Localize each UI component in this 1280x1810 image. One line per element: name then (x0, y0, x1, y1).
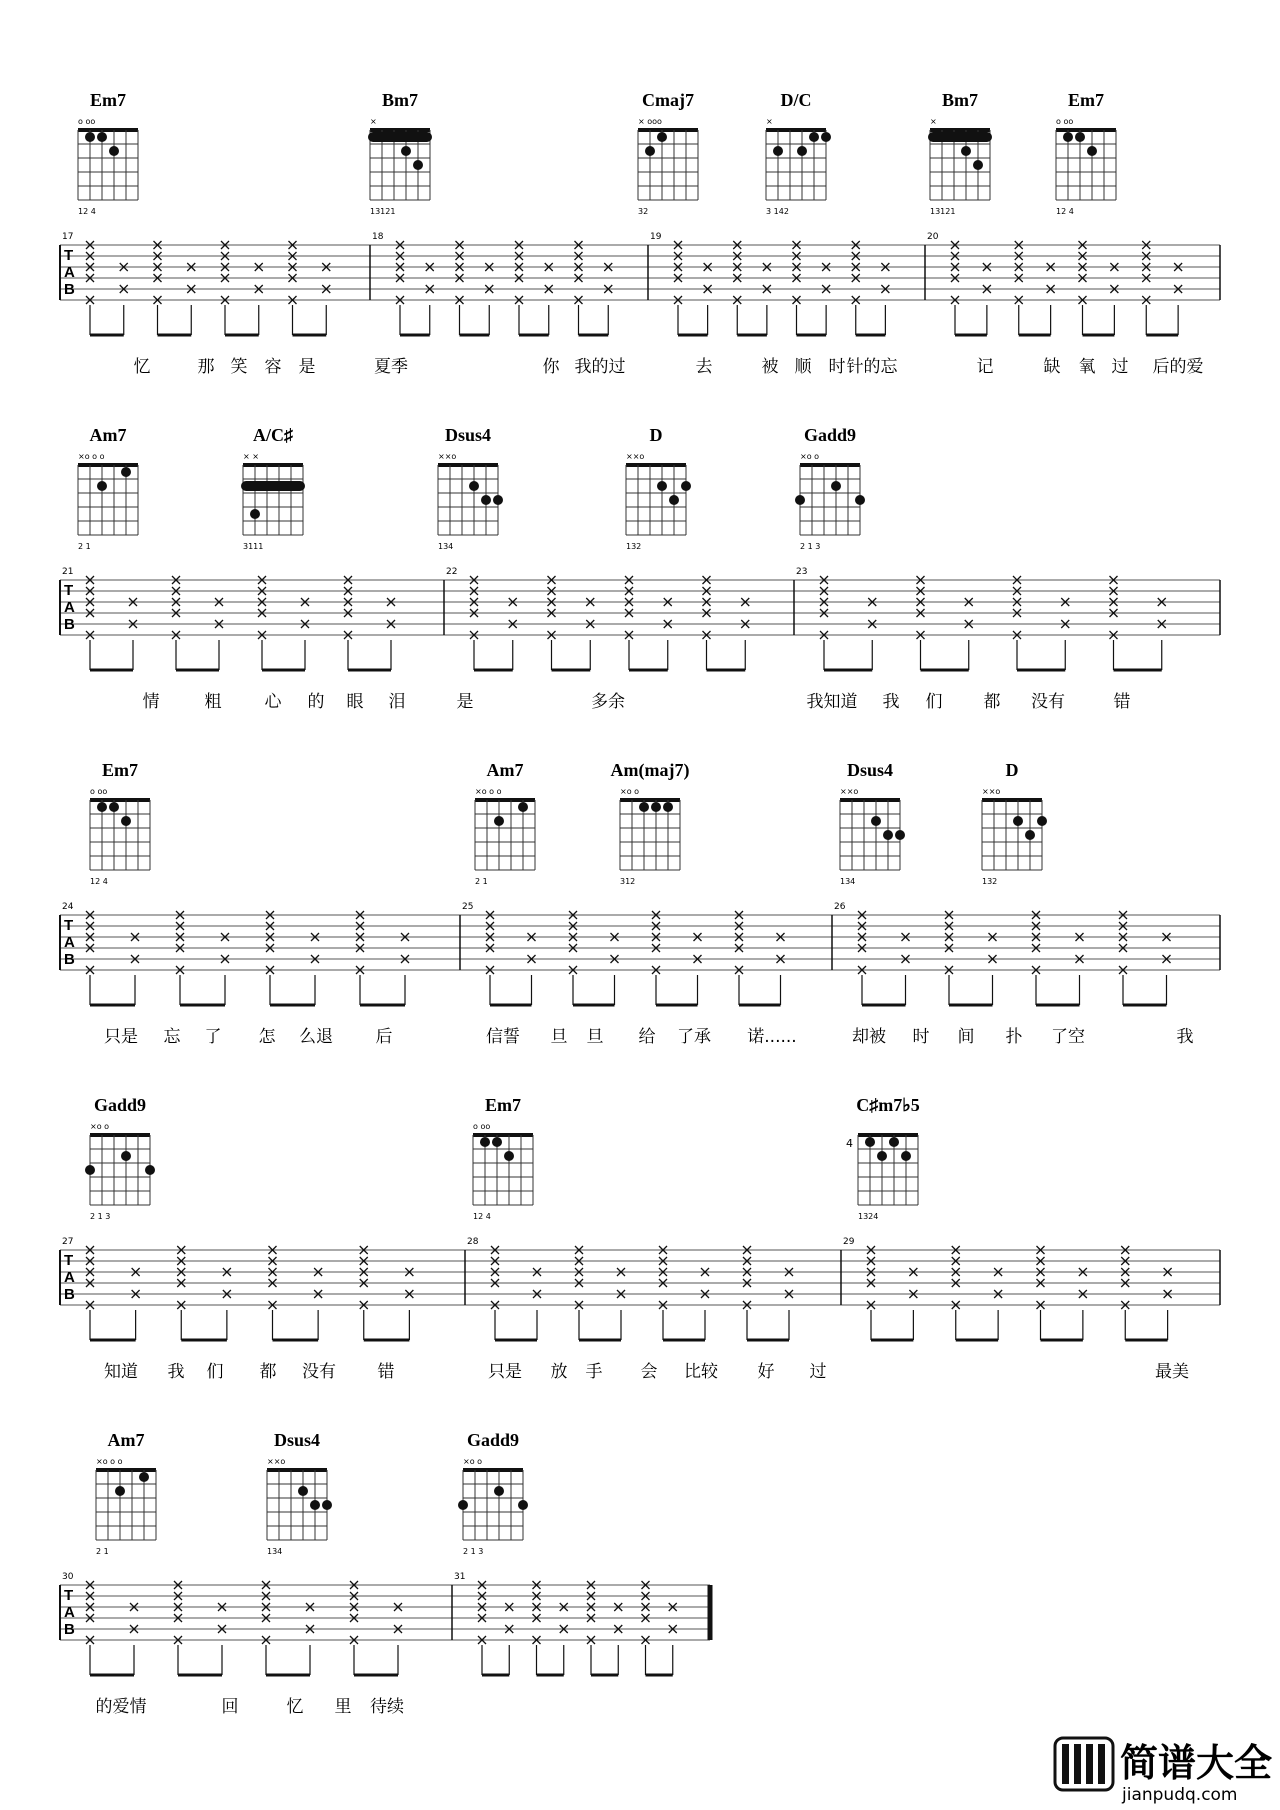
tab-staff (60, 1572, 710, 1675)
strum-marks (86, 1581, 677, 1675)
chord-diagram-Cm75 (846, 1095, 920, 1221)
finger-dot (493, 495, 503, 505)
chord-diagram-Bm7 (928, 90, 992, 216)
lyric-syllable: 情 (142, 692, 160, 712)
measure-number: 31 (454, 1572, 466, 1582)
site-logo (1055, 1738, 1272, 1805)
finger-dot (494, 816, 504, 826)
finger-dot (773, 146, 783, 156)
finger-dot (145, 1165, 155, 1175)
chord-name: Dsus4 (273, 1430, 321, 1450)
lyric-syllable: 过 (1111, 357, 1129, 377)
strum-marks (86, 576, 1166, 670)
finger-dot (109, 802, 119, 812)
finger-dot (85, 132, 95, 142)
lyric-syllable: 旦 (550, 1027, 568, 1047)
lyric-syllable: 会 (640, 1362, 658, 1382)
open-strings: × × (243, 452, 259, 461)
chord-diagram-D (626, 425, 691, 551)
finger-dot (669, 495, 679, 505)
chord-diagram-Am7 (96, 1430, 156, 1556)
measure-number: 24 (62, 902, 74, 912)
finger-numbers: 13121 (370, 207, 396, 216)
tab-clef-letter: B (64, 1621, 75, 1638)
lyric-syllable: 手 (585, 1362, 603, 1382)
lyric-syllable: 错 (1113, 692, 1131, 712)
chord-diagram-Em7 (473, 1095, 533, 1221)
system-2 (60, 425, 1220, 712)
lyric-syllable: 好 (757, 1362, 775, 1382)
lyric-syllable: 针的忘 (846, 357, 898, 377)
chord-name: A/C♯ (253, 425, 293, 445)
finger-dot (651, 802, 661, 812)
piano-key (1062, 1744, 1069, 1784)
lyric-syllable: 们 (925, 692, 943, 712)
lyric-syllable: 了 (204, 1027, 222, 1047)
measure-number: 17 (62, 232, 74, 242)
finger-numbers: 2 1 3 (463, 1547, 484, 1556)
chord-name: Am7 (89, 425, 127, 445)
finger-dot (480, 1137, 490, 1147)
measure-number: 19 (650, 232, 662, 242)
lyric-syllable: 知道 (104, 1362, 138, 1382)
lyric-syllable: 我 (1176, 1027, 1194, 1047)
lyric-syllable: 笑 (230, 357, 248, 377)
lyric-syllable: 间 (957, 1027, 975, 1047)
chord-diagram-Dsus4 (438, 425, 503, 551)
finger-numbers: 2 1 (78, 542, 91, 551)
chord-name: Am7 (107, 1430, 145, 1450)
system-3 (60, 760, 1220, 1047)
lyric-syllable: 我 (167, 1362, 185, 1382)
finger-numbers: 2 1 3 (90, 1212, 111, 1221)
tab-clef-letter: B (64, 1286, 75, 1303)
open-strings: o oo (473, 1122, 491, 1131)
finger-dot (504, 1151, 514, 1161)
chord-name: Em7 (1068, 90, 1104, 110)
chord-diagram-Gadd9 (85, 1095, 155, 1221)
lyrics-line (143, 691, 1131, 712)
open-strings: ××o (626, 452, 645, 461)
chord-name: Am(maj7) (610, 760, 690, 780)
lyric-syllable: 多余 (591, 692, 625, 712)
finger-numbers: 12 4 (90, 877, 108, 886)
lyric-syllable: 忆 (286, 1697, 304, 1717)
chord-diagram-Em7 (78, 90, 138, 216)
finger-dot (895, 830, 905, 840)
tab-staff (60, 902, 1220, 1005)
tab-clef-letter: A (64, 1604, 75, 1621)
measure-number: 22 (446, 567, 458, 577)
chord-name: Em7 (90, 90, 126, 110)
lyric-syllable: 后 (375, 1027, 393, 1047)
finger-dot (139, 1472, 149, 1482)
lyric-syllable: 夏季 (374, 357, 408, 377)
finger-dot (492, 1137, 502, 1147)
finger-dot (681, 481, 691, 491)
chord-diagram-Em7 (1056, 90, 1116, 216)
tab-clef-letter: B (64, 951, 75, 968)
system-5 (60, 1430, 710, 1717)
lyric-syllable: 氧 (1078, 357, 1096, 377)
tab-clef-letter: T (64, 1252, 74, 1269)
finger-numbers: 32 (638, 207, 649, 216)
chord-diagram-Gadd9 (795, 425, 865, 551)
tab-clef-letter: A (64, 1269, 75, 1286)
tab-clef-letter: T (64, 917, 74, 934)
piano-key (1098, 1744, 1105, 1784)
open-strings: o oo (1056, 117, 1074, 126)
finger-dot (1063, 132, 1073, 142)
strum-marks (86, 911, 1171, 1005)
system-4 (60, 1095, 1220, 1382)
open-strings: ×o o (90, 1122, 110, 1131)
barre (241, 481, 305, 491)
finger-numbers: 3 142 (766, 207, 789, 216)
lyric-syllable: 时 (828, 357, 846, 377)
system-1 (60, 90, 1220, 377)
finger-dot (1013, 816, 1023, 826)
lyric-syllable: 后的爱 (1152, 357, 1204, 377)
finger-numbers: 12 4 (78, 207, 96, 216)
lyric-syllable: 时 (912, 1027, 930, 1047)
tab-clef-letter: T (64, 582, 74, 599)
lyric-syllable: 回 (221, 1697, 239, 1717)
tab-clef-letter: B (64, 616, 75, 633)
finger-dot (865, 1137, 875, 1147)
finger-dot (1037, 816, 1047, 826)
finger-dot (469, 481, 479, 491)
chord-name: Bm7 (942, 90, 978, 110)
lyric-syllable: 待续 (370, 1697, 404, 1717)
finger-dot (657, 481, 667, 491)
chord-diagram-AC (241, 425, 305, 551)
chord-name: D/C (780, 90, 812, 110)
finger-dot (121, 467, 131, 477)
open-strings: × (370, 117, 377, 126)
finger-dot (855, 495, 865, 505)
lyric-syllable: 的爱情 (95, 1697, 147, 1717)
lyric-syllable: 你 (542, 357, 560, 377)
finger-numbers: 12 4 (473, 1212, 491, 1221)
measure-number: 25 (462, 902, 474, 912)
lyric-syllable: 的 (307, 692, 325, 712)
tab-clef-letter: T (64, 1587, 74, 1604)
chord-diagram-Em7 (90, 760, 150, 886)
finger-numbers: 134 (438, 542, 454, 551)
lyric-syllable: 忆 (133, 357, 151, 377)
lyric-syllable: 记 (976, 357, 994, 377)
tab-staff (60, 1237, 1220, 1340)
chord-diagram-Am7 (78, 425, 138, 551)
finger-dot (458, 1500, 468, 1510)
finger-dot (481, 495, 491, 505)
lyric-syllable: 我知道 (806, 692, 858, 712)
lyric-syllable: 我的过 (574, 357, 626, 377)
finger-dot (97, 132, 107, 142)
open-strings: ×o o o (475, 787, 502, 796)
finger-dot (663, 802, 673, 812)
finger-numbers: 12 4 (1056, 207, 1074, 216)
chord-diagram-DC (766, 90, 831, 216)
fret-number: 4 (846, 1137, 853, 1150)
open-strings: ×o o (800, 452, 820, 461)
lyric-syllable: 里 (334, 1697, 352, 1717)
lyric-syllable: 都 (983, 692, 1001, 712)
tab-clef-letter: B (64, 281, 75, 298)
lyric-syllable: 容 (264, 357, 282, 377)
open-strings: ×o o (620, 787, 640, 796)
finger-numbers: 132 (982, 877, 998, 886)
chord-name: Am7 (486, 760, 524, 780)
lyric-syllable: 是 (298, 357, 316, 377)
finger-dot (115, 1486, 125, 1496)
piano-key (1086, 1744, 1093, 1784)
lyric-syllable: 最美 (1155, 1362, 1189, 1382)
lyric-syllable: 被 (761, 357, 779, 377)
open-strings: o oo (78, 117, 96, 126)
chord-diagram-D (982, 760, 1047, 886)
lyric-syllable: 只是 (488, 1362, 522, 1382)
lyric-syllable: 都 (259, 1362, 277, 1382)
measure-number: 21 (62, 567, 74, 577)
measure-number: 18 (372, 232, 384, 242)
lyric-syllable: 忘 (163, 1027, 181, 1047)
lyrics-line (134, 357, 1204, 377)
finger-dot (310, 1500, 320, 1510)
measure-number: 28 (467, 1237, 479, 1247)
lyric-syllable: 心 (264, 692, 282, 712)
lyric-syllable: 是 (456, 692, 474, 712)
finger-dot (889, 1137, 899, 1147)
finger-dot (1075, 132, 1085, 142)
chord-name: C♯m7♭5 (856, 1095, 920, 1115)
finger-dot (250, 509, 260, 519)
finger-dot (877, 1151, 887, 1161)
finger-dot (413, 160, 423, 170)
tab-clef-letter: A (64, 599, 75, 616)
finger-dot (961, 146, 971, 156)
chord-name: Bm7 (382, 90, 418, 110)
finger-dot (97, 802, 107, 812)
finger-dot (797, 146, 807, 156)
measure-number: 26 (834, 902, 846, 912)
finger-dot (85, 1165, 95, 1175)
chord-name: Gadd9 (466, 1430, 520, 1450)
finger-dot (1025, 830, 1035, 840)
lyric-syllable: 么退 (299, 1027, 333, 1047)
lyric-syllable: 没有 (302, 1362, 336, 1382)
open-strings: × ooo (638, 117, 662, 126)
finger-dot (109, 146, 119, 156)
lyric-syllable: 们 (206, 1362, 224, 1382)
finger-dot (518, 802, 528, 812)
finger-dot (1087, 146, 1097, 156)
barre (368, 132, 432, 142)
chord-name: Cmaj7 (642, 90, 694, 110)
measure-number: 29 (843, 1237, 855, 1247)
lyric-syllable: 给 (638, 1027, 656, 1047)
lyric-syllable: 顺 (794, 357, 812, 377)
lyric-syllable: 那 (197, 357, 215, 377)
piano-key (1074, 1744, 1081, 1784)
open-strings: ×o o o (78, 452, 105, 461)
lyric-syllable: 眼 (346, 692, 364, 712)
chord-diagram-Am7 (475, 760, 535, 886)
lyric-syllable: 旦 (586, 1027, 604, 1047)
finger-dot (322, 1500, 332, 1510)
open-strings: × (766, 117, 773, 126)
logo-title: 简谱大全 (1120, 1741, 1273, 1785)
finger-dot (97, 481, 107, 491)
open-strings: ×o o (463, 1457, 483, 1466)
open-strings: ××o (982, 787, 1001, 796)
lyric-syllable: 粗 (204, 692, 222, 712)
open-strings: ××o (840, 787, 859, 796)
finger-dot (883, 830, 893, 840)
chord-diagram-Ammaj7 (611, 760, 690, 886)
finger-dot (121, 816, 131, 826)
lyric-syllable: 了空 (1051, 1027, 1085, 1047)
lyric-syllable: 没有 (1031, 692, 1065, 712)
finger-dot (639, 802, 649, 812)
chord-diagram-Gadd9 (458, 1430, 528, 1556)
measure-number: 20 (927, 232, 939, 242)
strum-marks (86, 1246, 1172, 1340)
finger-dot (121, 1151, 131, 1161)
finger-numbers: 312 (620, 877, 636, 886)
finger-dot (795, 495, 805, 505)
finger-dot (901, 1151, 911, 1161)
lyric-syllable: 诺...... (747, 1027, 797, 1047)
chord-name: Gadd9 (93, 1095, 147, 1115)
chord-diagram-Dsus4 (840, 760, 905, 886)
finger-dot (518, 1500, 528, 1510)
tab-staff (60, 232, 1220, 335)
finger-dot (871, 816, 881, 826)
lyric-syllable: 泪 (388, 692, 406, 712)
chord-name: Em7 (102, 760, 138, 780)
logo-url: jianpudq.com (1122, 1785, 1238, 1805)
lyric-syllable: 信誓 (486, 1027, 520, 1047)
chord-name: Gadd9 (803, 425, 857, 445)
lyric-syllable: 怎 (258, 1027, 276, 1047)
lyric-syllable: 错 (377, 1362, 395, 1382)
lyrics-line (96, 1697, 405, 1717)
chord-name: D (1005, 760, 1019, 780)
tab-clef-letter: T (64, 247, 74, 264)
finger-dot (401, 146, 411, 156)
lyric-syllable: 过 (809, 1362, 827, 1382)
finger-dot (298, 1486, 308, 1496)
lyric-syllable: 缺 (1043, 357, 1061, 377)
finger-dot (645, 146, 655, 156)
tab-staff (60, 567, 1220, 670)
strum-marks (86, 241, 1182, 335)
lyric-syllable: 只是 (104, 1027, 138, 1047)
lyrics-line (104, 1027, 1194, 1047)
tab-clef-letter: A (64, 934, 75, 951)
open-strings: o oo (90, 787, 108, 796)
barre (928, 132, 992, 142)
chord-name: D (649, 425, 663, 445)
measure-number: 23 (796, 567, 808, 577)
finger-numbers: 134 (840, 877, 856, 886)
lyric-syllable: 了承 (677, 1027, 711, 1047)
finger-numbers: 1324 (858, 1212, 879, 1221)
finger-dot (821, 132, 831, 142)
lyric-syllable: 比较 (684, 1362, 718, 1382)
lyrics-line (104, 1362, 1189, 1382)
chord-name: Dsus4 (846, 760, 894, 780)
finger-numbers: 134 (267, 1547, 283, 1556)
chord-name: Dsus4 (444, 425, 492, 445)
open-strings: ×o o o (96, 1457, 123, 1466)
measure-number: 27 (62, 1237, 74, 1247)
finger-dot (494, 1486, 504, 1496)
chord-name: Em7 (485, 1095, 521, 1115)
finger-dot (831, 481, 841, 491)
finger-numbers: 13121 (930, 207, 956, 216)
finger-dot (973, 160, 983, 170)
finger-dot (809, 132, 819, 142)
finger-numbers: 2 1 3 (800, 542, 821, 551)
finger-dot (657, 132, 667, 142)
finger-numbers: 2 1 (96, 1547, 109, 1556)
lyric-syllable: 去 (695, 357, 713, 377)
lyric-syllable: 扑 (1005, 1027, 1023, 1047)
chord-diagram-Bm7 (368, 90, 432, 216)
tab-clef-letter: A (64, 264, 75, 281)
chord-diagram-Cmaj7 (638, 90, 698, 216)
finger-numbers: 2 1 (475, 877, 488, 886)
lyric-syllable: 放 (550, 1362, 568, 1382)
finger-numbers: 132 (626, 542, 642, 551)
open-strings: ××o (267, 1457, 286, 1466)
open-strings: × (930, 117, 937, 126)
finger-numbers: 3111 (243, 542, 264, 551)
lyric-syllable: 却被 (852, 1027, 886, 1047)
lyric-syllable: 我 (882, 692, 900, 712)
open-strings: ××o (438, 452, 457, 461)
measure-number: 30 (62, 1572, 74, 1582)
chord-diagram-Dsus4 (267, 1430, 332, 1556)
